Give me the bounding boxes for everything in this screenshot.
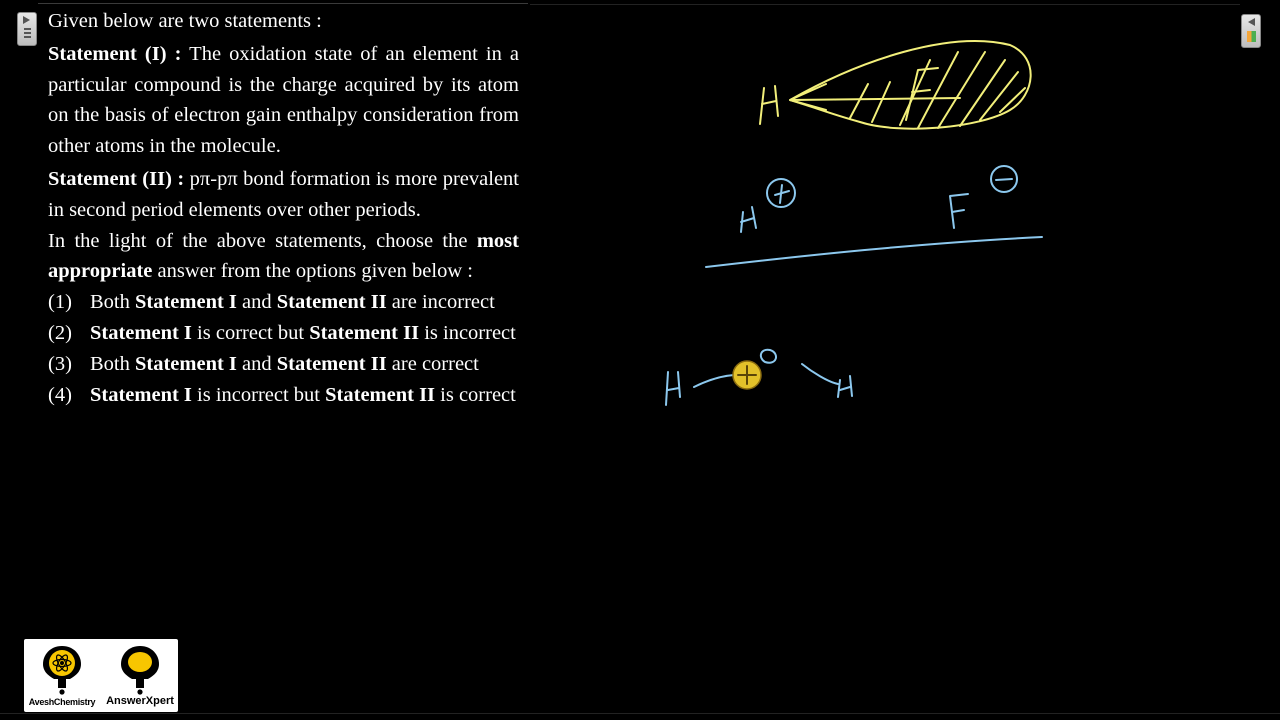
question-text-panel <box>48 6 519 410</box>
answer-option <box>48 380 519 411</box>
ionic-charges-drawing <box>706 166 1042 267</box>
option-connector: are incorrect <box>386 291 495 314</box>
option-connector: is incorrect but <box>191 383 326 406</box>
option-number: (3) <box>48 352 72 375</box>
option-number: (2) <box>48 321 72 344</box>
instruction-bold: most appropriate <box>48 229 519 283</box>
hf-electron-cloud-drawing <box>760 41 1031 129</box>
statement-two <box>48 164 519 226</box>
option-statement-ref: Statement I <box>135 291 237 314</box>
answer-option <box>48 349 519 380</box>
answerxpert-logo <box>102 643 178 711</box>
option-number: (4) <box>48 383 72 406</box>
pen-cursor-icon <box>733 361 761 389</box>
option-text <box>90 380 519 411</box>
option-connector: is correct <box>435 383 516 406</box>
statement-two-text: pπ-pπ bond formation is more prevalent in second period elements over other periods. <box>48 167 519 221</box>
option-statement-ref: Statement II <box>325 383 436 406</box>
option-statement-ref: Statement I <box>90 383 192 406</box>
aveshchemistry-logo <box>24 643 100 711</box>
play-arrow-icon <box>23 16 30 24</box>
instruction-part2: answer from the options given below : <box>152 260 473 283</box>
aveshchemistry-label: AveshChemistry <box>28 697 96 707</box>
instruction-part1: In the light of the above statements, choose the <box>48 229 477 252</box>
answer-option <box>48 287 519 318</box>
back-arrow-icon <box>1248 18 1255 26</box>
statement-one <box>48 39 519 162</box>
option-statement-ref: Statement II <box>309 321 420 344</box>
option-connector: and <box>236 291 277 314</box>
bulb-atom-icon <box>24 643 100 695</box>
top-divider <box>38 3 528 4</box>
option-text <box>90 349 519 380</box>
answer-option <box>48 318 519 349</box>
option-connector: Both <box>90 352 135 375</box>
option-number: (1) <box>48 291 72 314</box>
option-statement-ref: Statement II <box>276 291 387 314</box>
color-palette-icon <box>1247 31 1256 42</box>
answerxpert-label: AnswerXpert <box>106 695 174 707</box>
option-text <box>90 287 519 318</box>
options-list <box>48 287 519 410</box>
option-connector: and <box>236 352 277 375</box>
whiteboard-sketch <box>600 20 1200 440</box>
instruction <box>48 226 519 288</box>
option-statement-ref: Statement II <box>276 352 387 375</box>
menu-lines-icon <box>24 28 31 38</box>
statement-one-text: The oxidation state of an element in a particular compound is the charge acquired by its atom on the basis of electron gain enthalpy consideration from other atoms in the molecule. <box>48 42 520 158</box>
option-text <box>90 318 519 349</box>
logo-panel <box>24 639 178 712</box>
left-panel-toggle-button[interactable] <box>17 12 37 46</box>
lightbulb-icon <box>102 643 178 695</box>
option-connector: Both <box>90 291 135 314</box>
option-statement-ref: Statement I <box>90 321 192 344</box>
option-statement-ref: Statement I <box>135 352 237 375</box>
option-connector: are correct <box>386 352 479 375</box>
right-panel-toggle-button[interactable] <box>1241 14 1261 48</box>
statement-two-label: Statement (II) : <box>48 167 185 190</box>
option-connector: is incorrect <box>419 321 516 344</box>
top-divider-right <box>530 4 1240 5</box>
option-connector: is correct but <box>191 321 310 344</box>
question-intro: Given below are two statements : <box>48 10 322 32</box>
statement-one-label: Statement (I) : <box>48 42 182 65</box>
bottom-divider <box>0 713 1280 714</box>
